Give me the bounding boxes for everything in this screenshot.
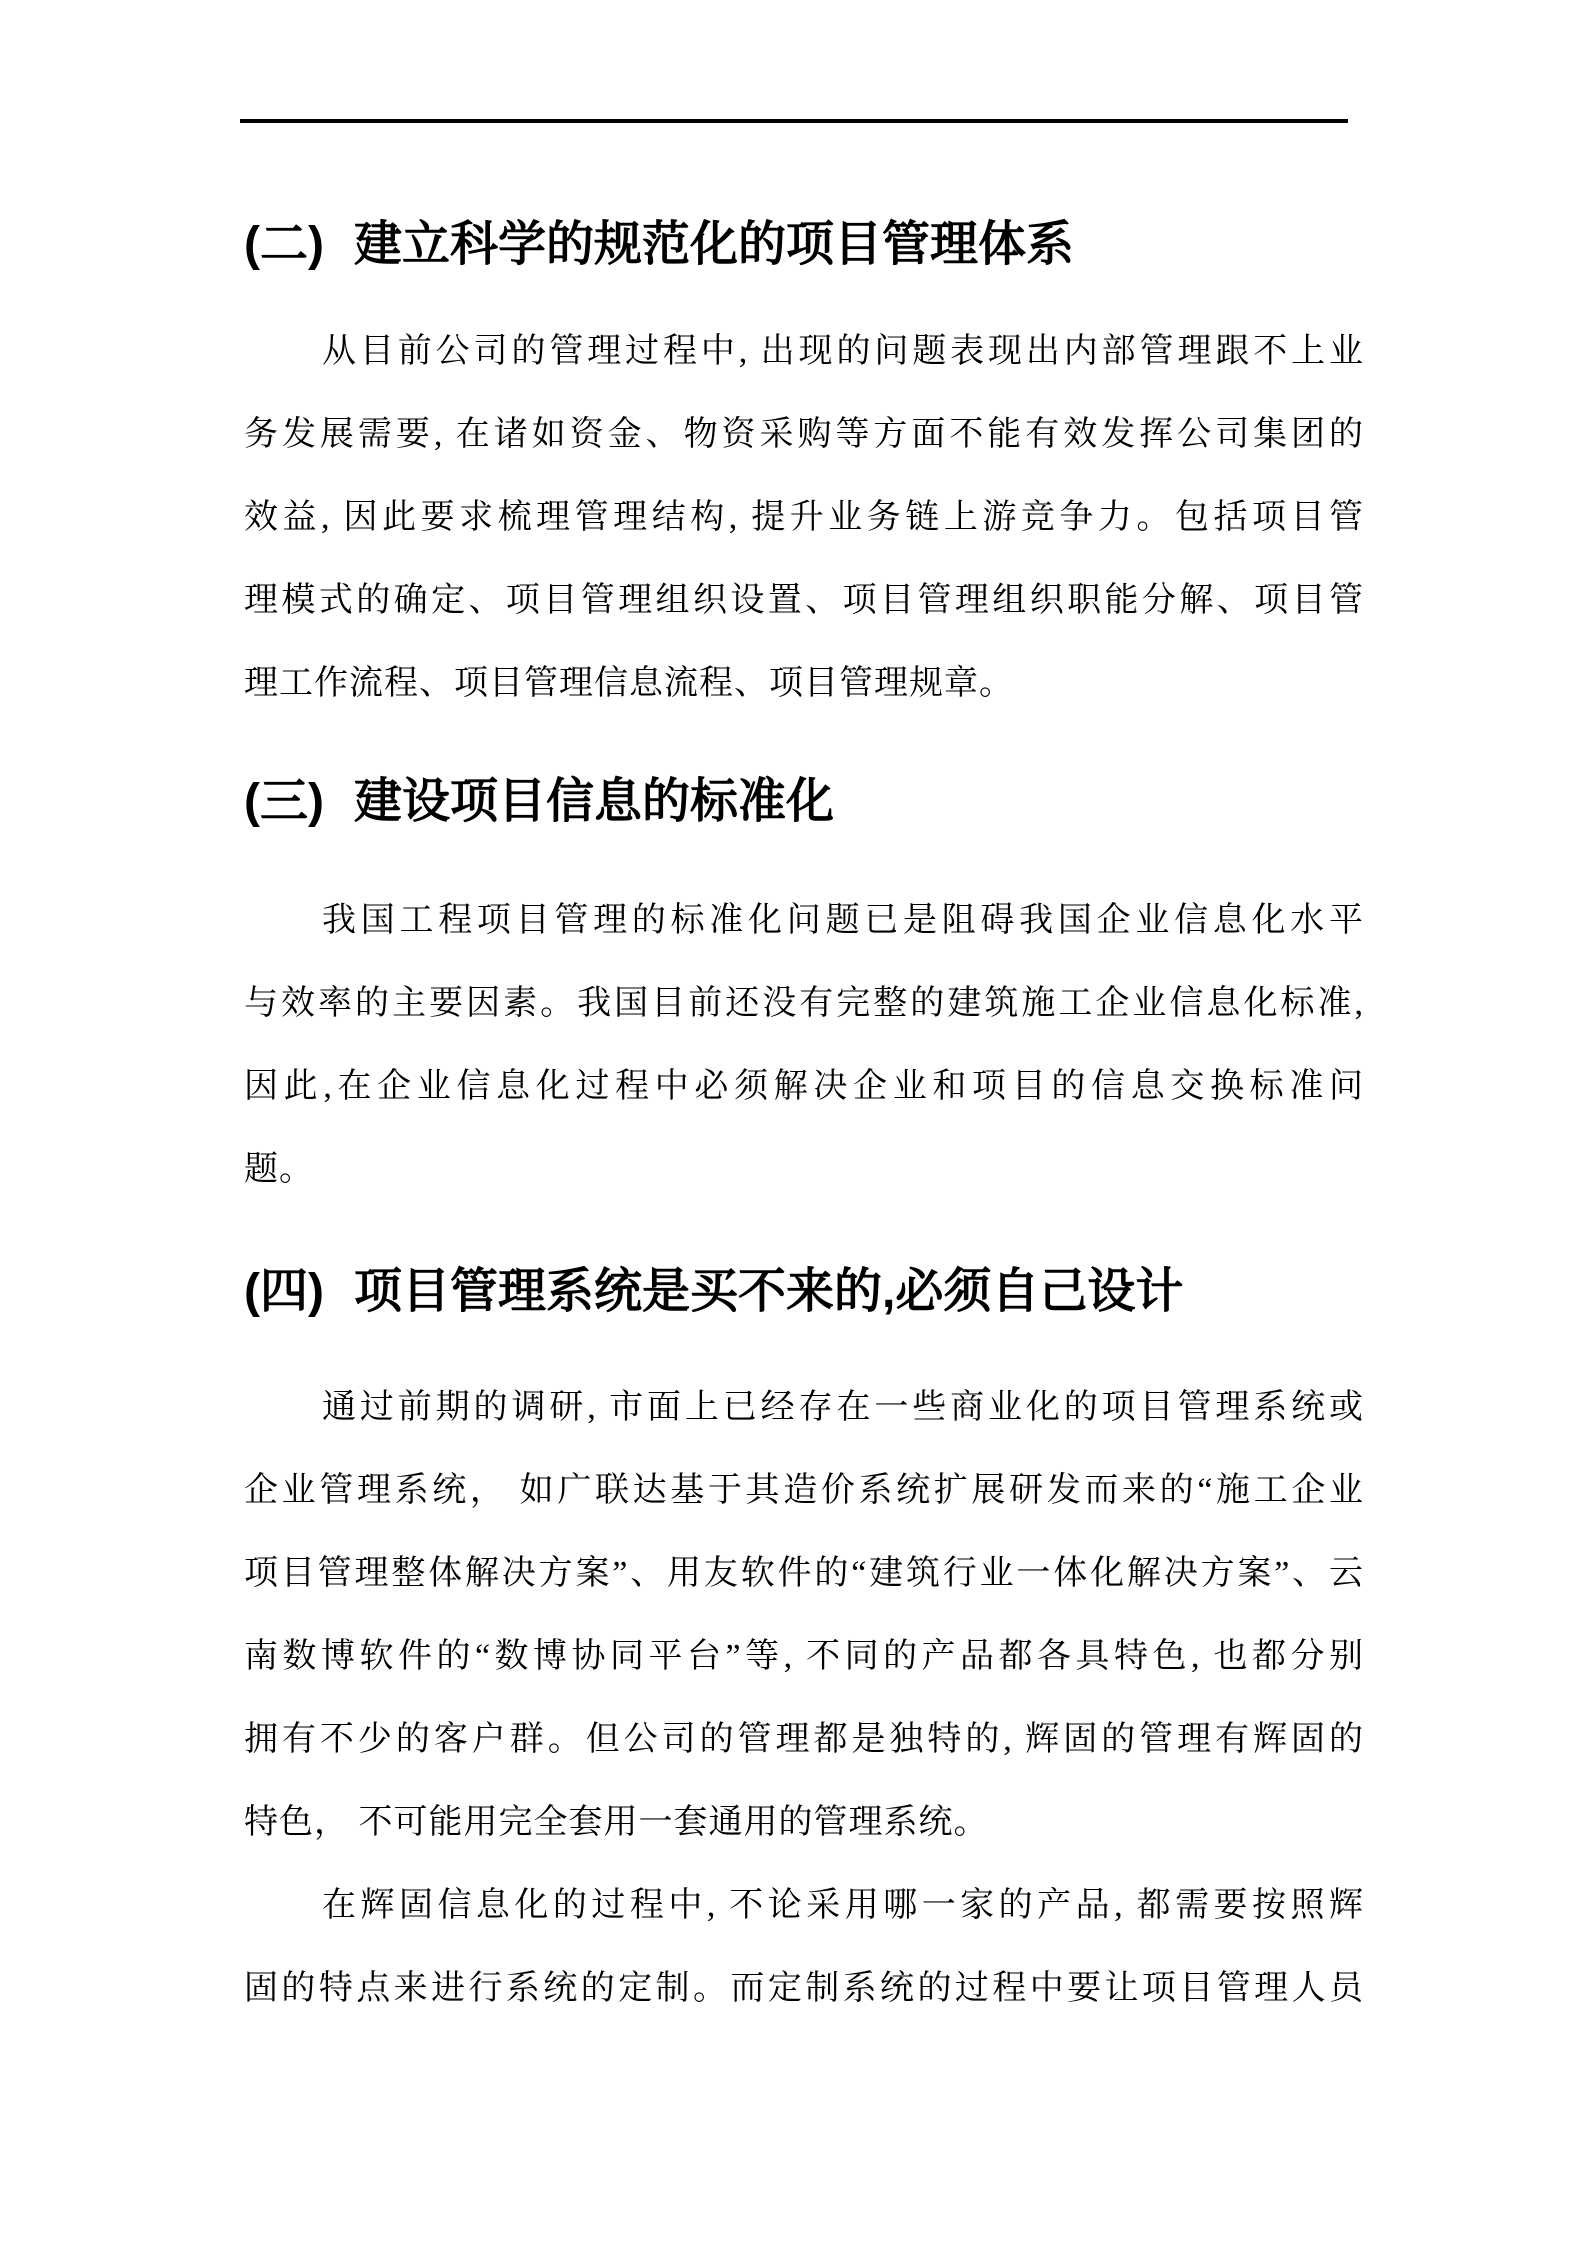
heading-title: 建设项目信息的标准化 (353, 775, 834, 828)
heading-number: (三) (244, 775, 324, 828)
paragraph (244, 879, 1364, 1211)
body-line: 南数博软件的“数博协同平台”等, 不同的产品都各具特色, 也都分别 (244, 1638, 1364, 1675)
heading-title: 建立科学的规范化的项目管理体系 (353, 218, 1074, 271)
body-line: 固的特点来进行系统的定制。而定制系统的过程中要让项目管理人员 (244, 1970, 1364, 2007)
body-line: 企业管理系统， 如广联达基于其造价系统扩展研发而来的“施工企业 (244, 1472, 1364, 1509)
heading-title: 项目管理系统是买不来的,必须自己设计 (353, 1265, 1184, 1318)
section-heading-4 (244, 1262, 1364, 1322)
body-line: 从目前公司的管理过程中, 出现的问题表现出内部管理跟不上业 (322, 333, 1364, 370)
body-line: 理工作流程、项目管理信息流程、项目管理规章。 (244, 665, 1014, 702)
body-line: 务发展需要, 在诸如资金、物资采购等方面不能有效发挥公司集团的 (244, 416, 1364, 453)
body-line: 题。 (244, 1151, 314, 1188)
body-line: 与效率的主要因素。我国目前还没有完整的建筑施工企业信息化标准, (244, 985, 1364, 1022)
body-line: 理模式的确定、项目管理组织设置、项目管理组织职能分解、项目管 (244, 582, 1364, 619)
section-heading-3 (244, 772, 1364, 832)
body-line: 特色， 不可能用完全套用一套通用的管理系统。 (244, 1804, 989, 1841)
paragraph (244, 1864, 1364, 2030)
document-content (244, 0, 1364, 2030)
paragraph (244, 310, 1364, 725)
paragraph (244, 1366, 1364, 1864)
body-line: 拥有不少的客户群。但公司的管理都是独特的, 辉固的管理有辉固的 (244, 1721, 1364, 1758)
body-line: 在辉固信息化的过程中, 不论采用哪一家的产品, 都需要按照辉 (322, 1887, 1364, 1924)
body-line: 我国工程项目管理的标准化问题已是阻碍我国企业信息化水平 (322, 902, 1364, 939)
body-line: 因此,在企业信息化过程中必须解决企业和项目的信息交换标准问 (244, 1068, 1364, 1105)
body-line: 项目管理整体解决方案”、用友软件的“建筑行业一体化解决方案”、云 (244, 1555, 1364, 1592)
body-line: 效益, 因此要求梳理管理结构, 提升业务链上游竞争力。包括项目管 (244, 499, 1364, 536)
section-heading-2 (244, 215, 1364, 275)
heading-number: (二) (244, 218, 324, 271)
heading-number: (四) (244, 1265, 324, 1318)
body-line: 通过前期的调研, 市面上已经存在一些商业化的项目管理系统或 (322, 1389, 1364, 1426)
